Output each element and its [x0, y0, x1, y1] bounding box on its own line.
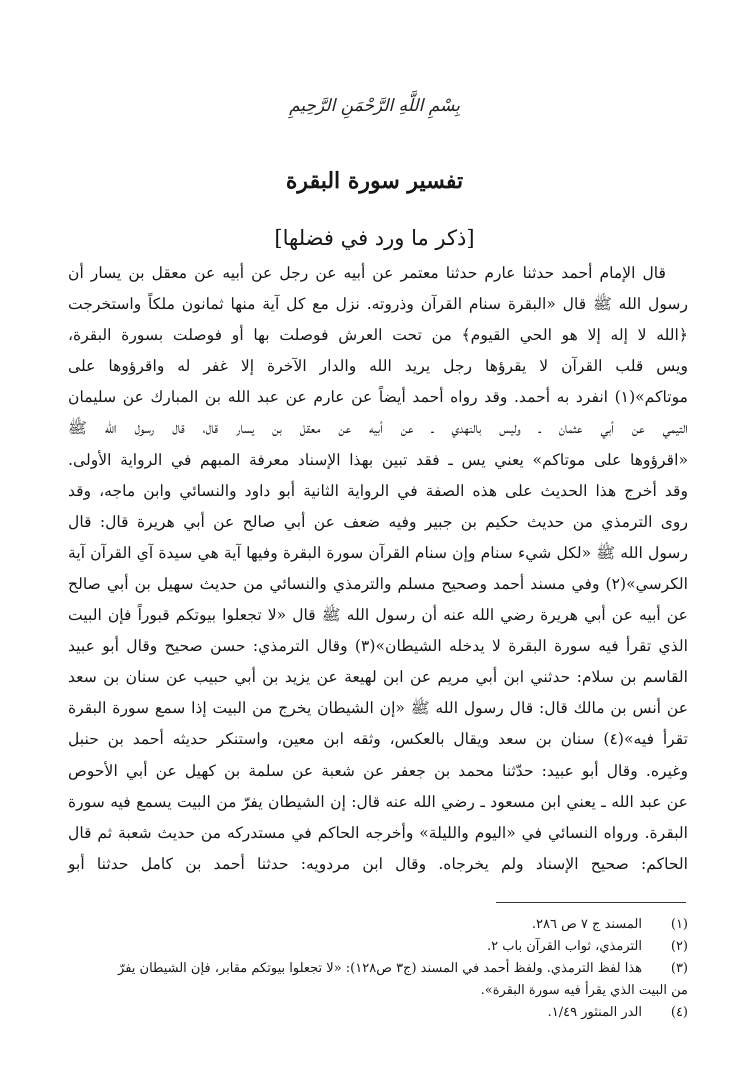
body-line: رسول الله ﷺ قال «البقرة سنام القرآن وذروته. نزل مع كل آية منها ثمانون ملكاً واستخرجت	[68, 295, 688, 314]
body-line: عن أنس بن مالك قال: قال رسول الله ﷺ «إن الشيطان يخرج من البيت إذا سمع سورة البقرة	[68, 699, 688, 718]
footnote-item	[68, 914, 688, 936]
footnote-divider	[496, 902, 686, 903]
body-line: التيمي عن أبي عثمان ـ وليس بالنهدي ـ عن أبيه عن معقل بن يسار قال، قال رسول الله ﷺ	[68, 419, 688, 438]
footnote-text: هذا لفظ الترمذي. ولفظ أحمد في المسند (ج٣ ص١٢٨): «لا تجعلوا بيوتكم مقابر، فإن الشيطان يفرّ	[118, 961, 642, 976]
body-line: الذي تقرأ فيه سورة البقرة لا يدخله الشيطان»(٣) وقال الترمذي: حسن صحيح وقال أبو عبيد	[68, 637, 689, 656]
body-line: تقرأ فيه»(٤) سنان بن سعد ويقال بالعكس، وثقه ابن معين، واستنكر حديثه أحمد بن حنبل	[68, 730, 688, 749]
footnote-number: (٣)	[670, 961, 688, 976]
body-line: وقد أخرج هذا الحديث على هذه الصفة في الرواية الثانية أبو داود والنسائي وابن ماجه، وقد	[68, 481, 688, 500]
body-line: قال الإمام أحمد حدثنا عارم حدثنا معتمر عن أبيه عن رجل عن أبيه عن معقل بن يسار أن	[68, 264, 666, 282]
body-line: وغيره. وقال أبو عبيد: حدّثنا محمد بن جعفر عن شعبة عن سلمة بن كهيل عن أبي الأحوص	[68, 761, 688, 780]
footnote-text: المسند ج ٧ ص ٢٨٦.	[531, 917, 642, 932]
footnote-number: (١)	[670, 917, 688, 932]
footnote-text: الدر المنثور ١/٤٩.	[547, 1005, 642, 1020]
body-line: البقرة. ورواه النسائي في «اليوم والليلة» وأخرجه الحاكم في مستدركه من حديث شعبة ثم قال	[68, 823, 688, 842]
body-line: روى الترمذي من حديث حكيم بن جبير وفيه ضعف عن أبي صالح عن أبي هريرة قال: قال	[68, 512, 688, 531]
footnote-item	[68, 936, 688, 958]
footnote-number: (٤)	[670, 1005, 688, 1020]
body-text	[68, 258, 688, 880]
body-line: رسول الله ﷺ «لكل شيء سنام وإن سنام القرآن سورة البقرة وفيها آية هي سيدة آي القرآن آية	[68, 543, 688, 562]
body-line: الكرسي»(٢) وفي مسند أحمد وصحيح مسلم والترمذي والنسائي من حديث سهيل بن أبي صالح	[68, 574, 688, 593]
body-line: موتاكم»(١) انفرد به أحمد. وقد رواه أحمد أيضاً عن عارم عن عبد الله بن المبارك عن سليمان	[68, 388, 688, 407]
footnote-item	[68, 958, 688, 980]
footnote-text: الترمذي، ثواب القرآن باب ٢.	[487, 939, 642, 954]
body-line: عن عبد الله ـ يعني ابن مسعود ـ رضي الله عنه قال: إن الشيطان يفرّ من البيت يسمع فيه سورة	[68, 792, 688, 811]
body-line: «اقرؤوها على موتاكم» يعني يس ـ فقد تبين بهذا الإسناد معرفة المبهم في الرواية الأولى.	[68, 450, 688, 469]
footnote-item	[68, 1002, 688, 1024]
basmala-ornament: بِسْمِ اللَّهِ الرَّحْمَنِ الرَّحِيمِ	[289, 96, 460, 116]
body-line: الحاكم: صحيح الإسناد ولم يخرجاه. وقال ابن مردويه: حدثنا أحمد بن كامل حدثنا أبو	[68, 854, 688, 873]
body-line: عن أبيه عن أبي هريرة رضي الله عنه أن رسول الله ﷺ قال «لا تجعلوا بيوتكم قبوراً فإن البيت	[68, 606, 688, 625]
footnote-number: (٢)	[670, 939, 688, 954]
body-line: ويس قلب القرآن لا يقرؤها رجل يريد الله والدار الآخرة إلا غفر له واقرؤوها على	[68, 357, 688, 376]
surah-title: تفسير سورة البقرة	[285, 168, 464, 194]
body-line: ﴿الله لا إله إلا هو الحي القيوم﴾ من تحت العرش فوصلت بها أو فوصلت بسورة البقرة،	[68, 326, 688, 345]
footnote-continuation: من البيت الذي يقرأ فيه سورة البقرة».	[480, 983, 688, 998]
footnotes	[68, 910, 688, 1024]
section-heading: [ذكر ما ورد في فضلها]	[274, 226, 475, 250]
body-line: القاسم بن سلام: حدثني ابن أبي مريم عن ابن لهيعة عن يزيد بن أبي حبيب عن سنان بن سعد	[68, 668, 688, 687]
